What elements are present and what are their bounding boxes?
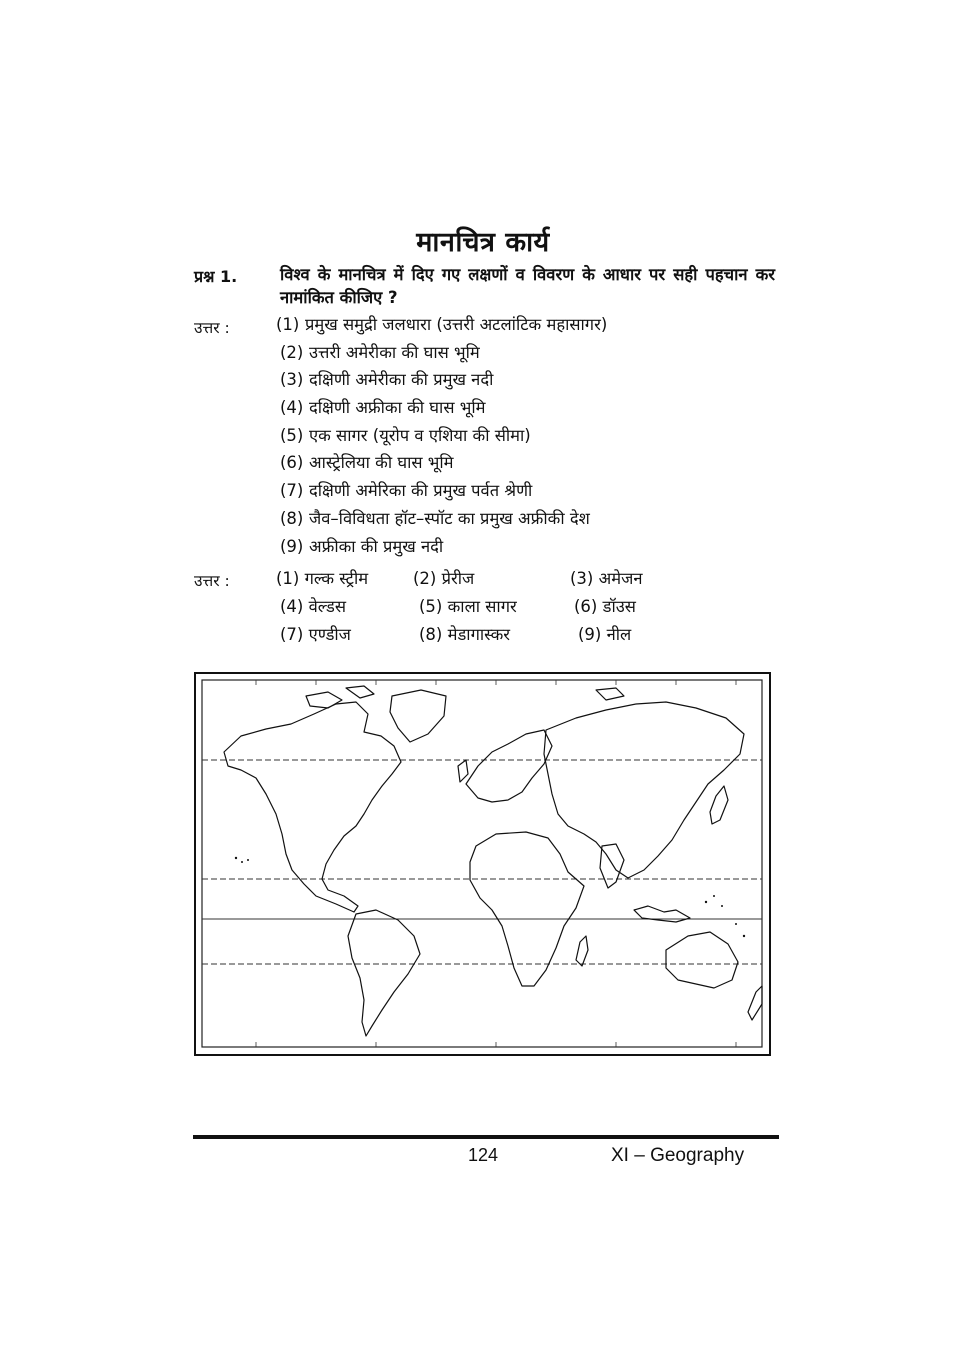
answer-cell: (3) अमेजन [570,569,643,588]
list-item: (5) एक सागर (यूरोप व एशिया की सीमा) [280,425,531,445]
question-text: विश्व के मानचित्र में दिए गए लक्षणों व विवरण के आधार पर सही पहचान कर नामांकित कीजिए ? [280,265,775,307]
footer-rule [193,1135,779,1139]
uk-outline [458,760,468,782]
feature-list [276,312,607,561]
answer-cell: (2) प्रेरीज [413,569,475,588]
greenland-outline [390,690,446,742]
continent-outlines [224,686,762,1036]
map-ticks [256,680,736,1047]
latitude-lines [202,760,762,964]
japan-outline [710,786,728,824]
north-america-outline [224,702,401,912]
answer-row [276,594,696,622]
list-item: (3) दक्षिणी अमेरीका की प्रमुख नदी [280,370,494,390]
new-zealand-outline [748,986,762,1020]
arctic-islands-outline [596,688,624,700]
answer-cell: (4) वेल्डस [280,597,347,616]
world-outline-map [194,672,771,1056]
answer-label-1: उत्तर : [194,319,230,337]
page-number: 124 [468,1145,499,1165]
footer-subject: XI – Geography [611,1145,745,1166]
answer-label-2: उत्तर : [194,572,230,590]
answer-row [276,566,696,594]
question-label: प्रश्न 1. [194,267,238,286]
africa-outline [470,832,584,986]
map-inner-border [202,680,762,1047]
answer-row [276,622,696,650]
answer-cell: (8) मेडागास्कर [419,625,510,644]
indonesia-outline [634,906,690,922]
madagascar-outline [576,936,588,966]
list-item: (2) उत्तरी अमेरीका की घास भूमि [280,342,480,362]
arctic-islands-outline [306,692,342,708]
island-dots [235,857,745,937]
page-title: मानचित्र कार्य [416,227,550,258]
arctic-islands-outline [346,686,374,698]
list-item: (9) अफ्रीका की प्रमुख नदी [280,536,444,556]
answer-grid [276,566,696,650]
south-america-outline [348,910,420,1036]
asia-outline [544,702,744,878]
answer-cell: (5) काला सागर [419,597,517,616]
list-item: (6) आस्ट्रेलिया की घास भूमि [280,453,454,473]
list-item: (4) दक्षिणी अफ्रीका की घास भूमि [280,398,486,418]
answer-cell: (7) एण्डीज [280,625,351,644]
world-map-svg [196,674,768,1053]
australia-outline [666,932,738,988]
answer-cell: (1) गल्क स्ट्रीम [276,569,369,588]
list-item: (7) दक्षिणी अमेरिका की प्रमुख पर्वत श्रेणी [280,481,533,501]
list-item: (8) जैव–विविधता हॉट–स्पॉट का प्रमुख अफ्रीकी देश [280,508,590,528]
answer-cell: (9) नील [578,625,632,644]
list-item: (1) प्रमुख समुद्री जलधारा (उत्तरी अटलांटिक महासागर) [276,315,608,334]
answer-cell: (6) डॉउस [574,597,636,616]
europe-outline [466,730,552,802]
